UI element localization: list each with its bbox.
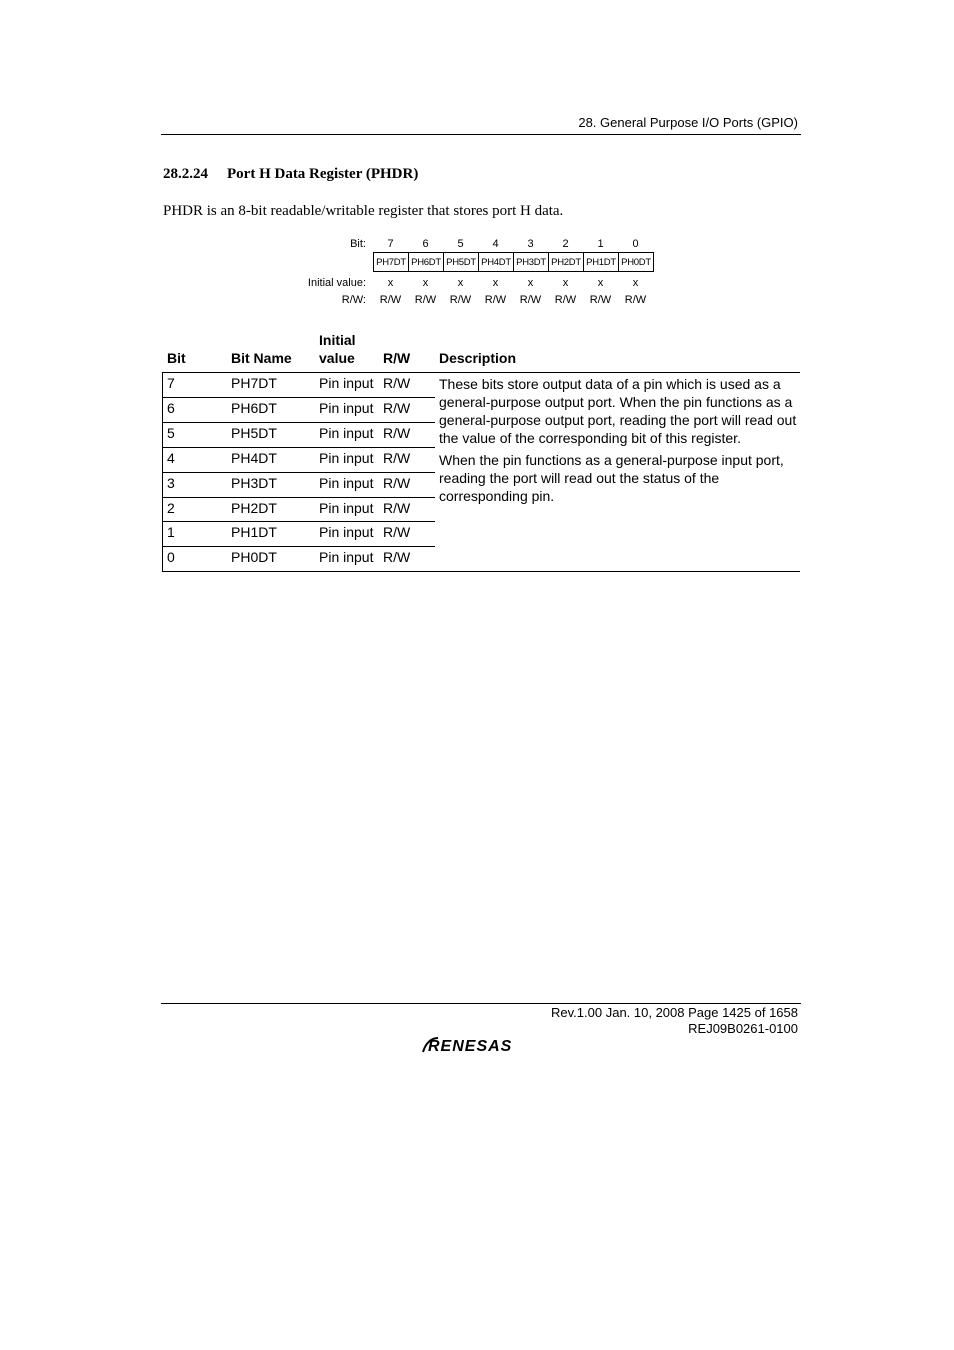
bit-row-label: Bit: xyxy=(350,238,366,250)
row-initial: Pin input xyxy=(319,375,374,391)
initial-value: x xyxy=(492,277,499,289)
rw-value: R/W xyxy=(554,294,577,306)
row-rw: R/W xyxy=(383,524,411,540)
row-bit-name: PH6DT xyxy=(231,400,277,416)
initial-value: x xyxy=(387,277,394,289)
rw-value: R/W xyxy=(519,294,542,306)
col-header-initial-value: value xyxy=(319,350,355,366)
renesas-logo xyxy=(420,1034,542,1056)
row-divider xyxy=(162,546,435,547)
row-rw: R/W xyxy=(383,549,411,565)
row-rw: R/W xyxy=(383,375,411,391)
row-initial: Pin input xyxy=(319,450,374,466)
bit-field-name: PH3DT xyxy=(514,253,549,271)
bit-number: 2 xyxy=(562,238,569,250)
bit-field-name: PH0DT xyxy=(621,256,651,268)
rw-value: R/W xyxy=(414,294,437,306)
col-header-initial: Initial xyxy=(319,332,356,348)
rw-row-label: R/W: xyxy=(341,294,366,306)
row-bit: 5 xyxy=(167,425,175,441)
row-rw: R/W xyxy=(383,500,411,516)
register-bit-fields xyxy=(373,252,654,272)
description-paragraph-2: When the pin functions as a general-purpose input port, reading the port will read out the status of the corresponding pin. xyxy=(439,452,784,504)
section-heading xyxy=(163,166,418,183)
renesas-logo-icon xyxy=(420,1034,542,1056)
bit-field-name: PH7DT xyxy=(374,253,409,271)
table-header-rule xyxy=(162,372,800,373)
row-rw: R/W xyxy=(383,400,411,416)
rw-value: R/W xyxy=(484,294,507,306)
initial-value: x xyxy=(597,277,604,289)
initial-row-label: Initial value: xyxy=(307,277,366,289)
section-title: Port H Data Register (PHDR) xyxy=(227,166,419,182)
bit-field-name: PH5DT xyxy=(444,253,479,271)
initial-value: x xyxy=(422,277,429,289)
running-header: 28. General Purpose I/O Ports (GPIO) xyxy=(578,115,798,130)
section-number: 28.2.24 xyxy=(163,166,208,182)
row-bit-name: PH1DT xyxy=(231,524,277,540)
bit-number: 0 xyxy=(632,238,639,250)
col-header-description: Description xyxy=(439,350,517,366)
rw-value: R/W xyxy=(624,294,647,306)
bit-number-row xyxy=(373,238,654,252)
row-divider xyxy=(162,497,435,498)
row-initial: Pin input xyxy=(319,549,374,565)
row-rw: R/W xyxy=(383,475,411,491)
col-header-bit: Bit xyxy=(167,350,186,366)
bit-number: 6 xyxy=(422,238,429,250)
logo-wordmark: RENESAS xyxy=(428,1038,513,1055)
row-bit-name: PH5DT xyxy=(231,425,277,441)
bit-number: 7 xyxy=(387,238,394,250)
row-bit: 6 xyxy=(167,400,175,416)
bit-field-name: PH6DT xyxy=(409,253,444,271)
row-initial: Pin input xyxy=(319,475,374,491)
footer-doc-number: REJ09B0261-0100 xyxy=(688,1021,798,1036)
row-bit: 7 xyxy=(167,375,175,391)
footer-revision: Rev.1.00 Jan. 10, 2008 Page 1425 of 1658 xyxy=(551,1005,798,1020)
row-bit-name: PH2DT xyxy=(231,500,277,516)
row-initial: Pin input xyxy=(319,425,374,441)
row-bit-name: PH3DT xyxy=(231,475,277,491)
initial-value: x xyxy=(562,277,569,289)
bit-number: 3 xyxy=(527,238,534,250)
row-divider xyxy=(162,397,435,398)
initial-value-row xyxy=(373,277,654,291)
col-header-bit-name: Bit Name xyxy=(231,350,292,366)
description-paragraph-1: These bits store output data of a pin which is used as a general-purpose output port. When the pin functions as a general-purpose output port, reading the port will read out the value of the corresponding bit of this register. xyxy=(439,376,797,446)
table-bottom-rule xyxy=(162,571,800,572)
row-bit: 2 xyxy=(167,500,175,516)
row-divider xyxy=(162,521,435,522)
row-divider xyxy=(162,422,435,423)
row-initial: Pin input xyxy=(319,524,374,540)
bit-number: 5 xyxy=(457,238,464,250)
bit-number: 1 xyxy=(597,238,604,250)
footer-rule xyxy=(161,1003,801,1004)
rw-value: R/W xyxy=(449,294,472,306)
col-header-rw: R/W xyxy=(383,350,411,366)
rw-row xyxy=(373,294,654,308)
rw-value: R/W xyxy=(379,294,402,306)
row-divider xyxy=(162,472,435,473)
initial-value: x xyxy=(457,277,464,289)
row-initial: Pin input xyxy=(319,500,374,516)
bit-field-name: PH1DT xyxy=(584,253,619,271)
initial-value: x xyxy=(632,277,639,289)
row-bit: 3 xyxy=(167,475,175,491)
row-rw: R/W xyxy=(383,450,411,466)
row-bit: 1 xyxy=(167,524,175,540)
bit-number: 4 xyxy=(492,238,499,250)
row-rw: R/W xyxy=(383,425,411,441)
row-bit: 4 xyxy=(167,450,175,466)
row-bit-name: PH4DT xyxy=(231,450,277,466)
row-bit-name: PH7DT xyxy=(231,375,277,391)
initial-value: x xyxy=(527,277,534,289)
intro-paragraph: PHDR is an 8-bit readable/writable register that stores port H data. xyxy=(163,203,564,219)
row-divider xyxy=(162,447,435,448)
row-bit-name: PH0DT xyxy=(231,549,277,565)
rw-value: R/W xyxy=(589,294,612,306)
bit-field-name: PH4DT xyxy=(479,253,514,271)
header-rule xyxy=(161,134,801,135)
row-bit: 0 xyxy=(167,549,175,565)
bit-field-name: PH2DT xyxy=(549,253,584,271)
row-initial: Pin input xyxy=(319,400,374,416)
